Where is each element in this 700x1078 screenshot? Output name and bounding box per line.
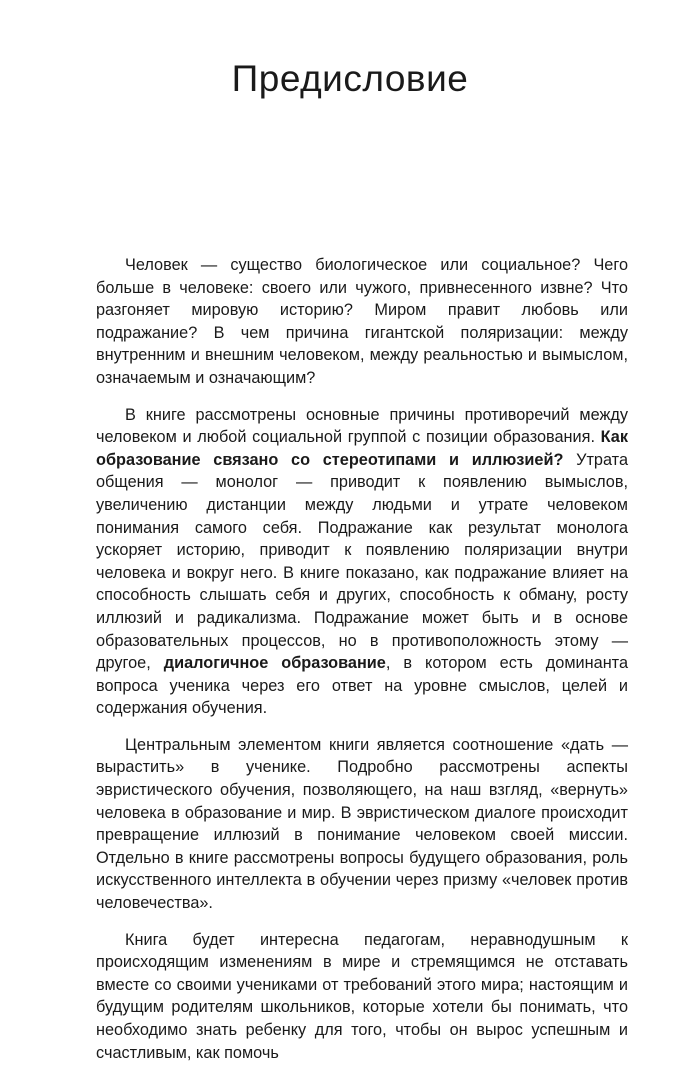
preface-body [96,254,628,1078]
page-title: Предисловие [231,58,469,99]
text-run: , в котором есть доминанта вопроса ученика через его ответ на уровне смыслов, целей и содержания обучения. [96,654,629,718]
text-run: Утрата общения — монолог — приводит к появлению вымыслов, увеличению дистанции между людьми и утрате человеком понимания самого себя. Подражание как результат монолога ускоряет историю, приводит к появлению поляризации внутри человека и вокруг него. В книге показано, как подражание влияет на способность слышать себя и других, способность к обману, росту иллюзий и радикализма. Подражание может быть и в основе образовательных процессов, но в противоположность этому — другое, [96,450,629,673]
text-run: Книга будет интересна педагогам, неравнодушным к происходящим изменениям в мире и стремящимся не отставать вместе со своими учениками от требований этого мира; настоящим и будущим родителям школьников, которые хотели бы понимать, что необходимо знать ребенку для того, чтобы он вырос успешным и счастливым, как помочь [96,930,628,1062]
bold-run: Как образование связано со стереотипами и иллюзией? [96,428,628,469]
paragraph [96,404,628,720]
text-run: Человек — существо биологическое или социальное? Чего больше в человеке: своего или чужого, привнесенного извне? Что разгоняет мировую историю? Миром правит любовь или подражание? В чем причина гигантской поляризации: между внутренним и внешним человеком, между реальностью и вымыслом, означаемым и означающим? [96,256,628,387]
paragraph [96,734,628,915]
paragraph [96,254,628,390]
text-run: Центральным элементом книги является соотношение «дать — вырастить» в ученике. Подробно рассмотрены аспекты эвристического обучения, позволяющего, на наш взгляд, «вернуть» человека в образование и мир. В эвристическом диалоге происходит превращение иллюзий в понимание человеком своей миссии. Отдельно в книге рассмотрены вопросы будущего образования, роль искусственного интеллекта в обучении через призму «человек против человечества». [96,735,628,913]
text-run: В книге рассмотрены основные причины противоречий между человеком и любой социальной группой с позиции образования. [96,405,628,447]
bold-run: диалогичное образование [163,654,386,673]
paragraph [96,929,628,1065]
